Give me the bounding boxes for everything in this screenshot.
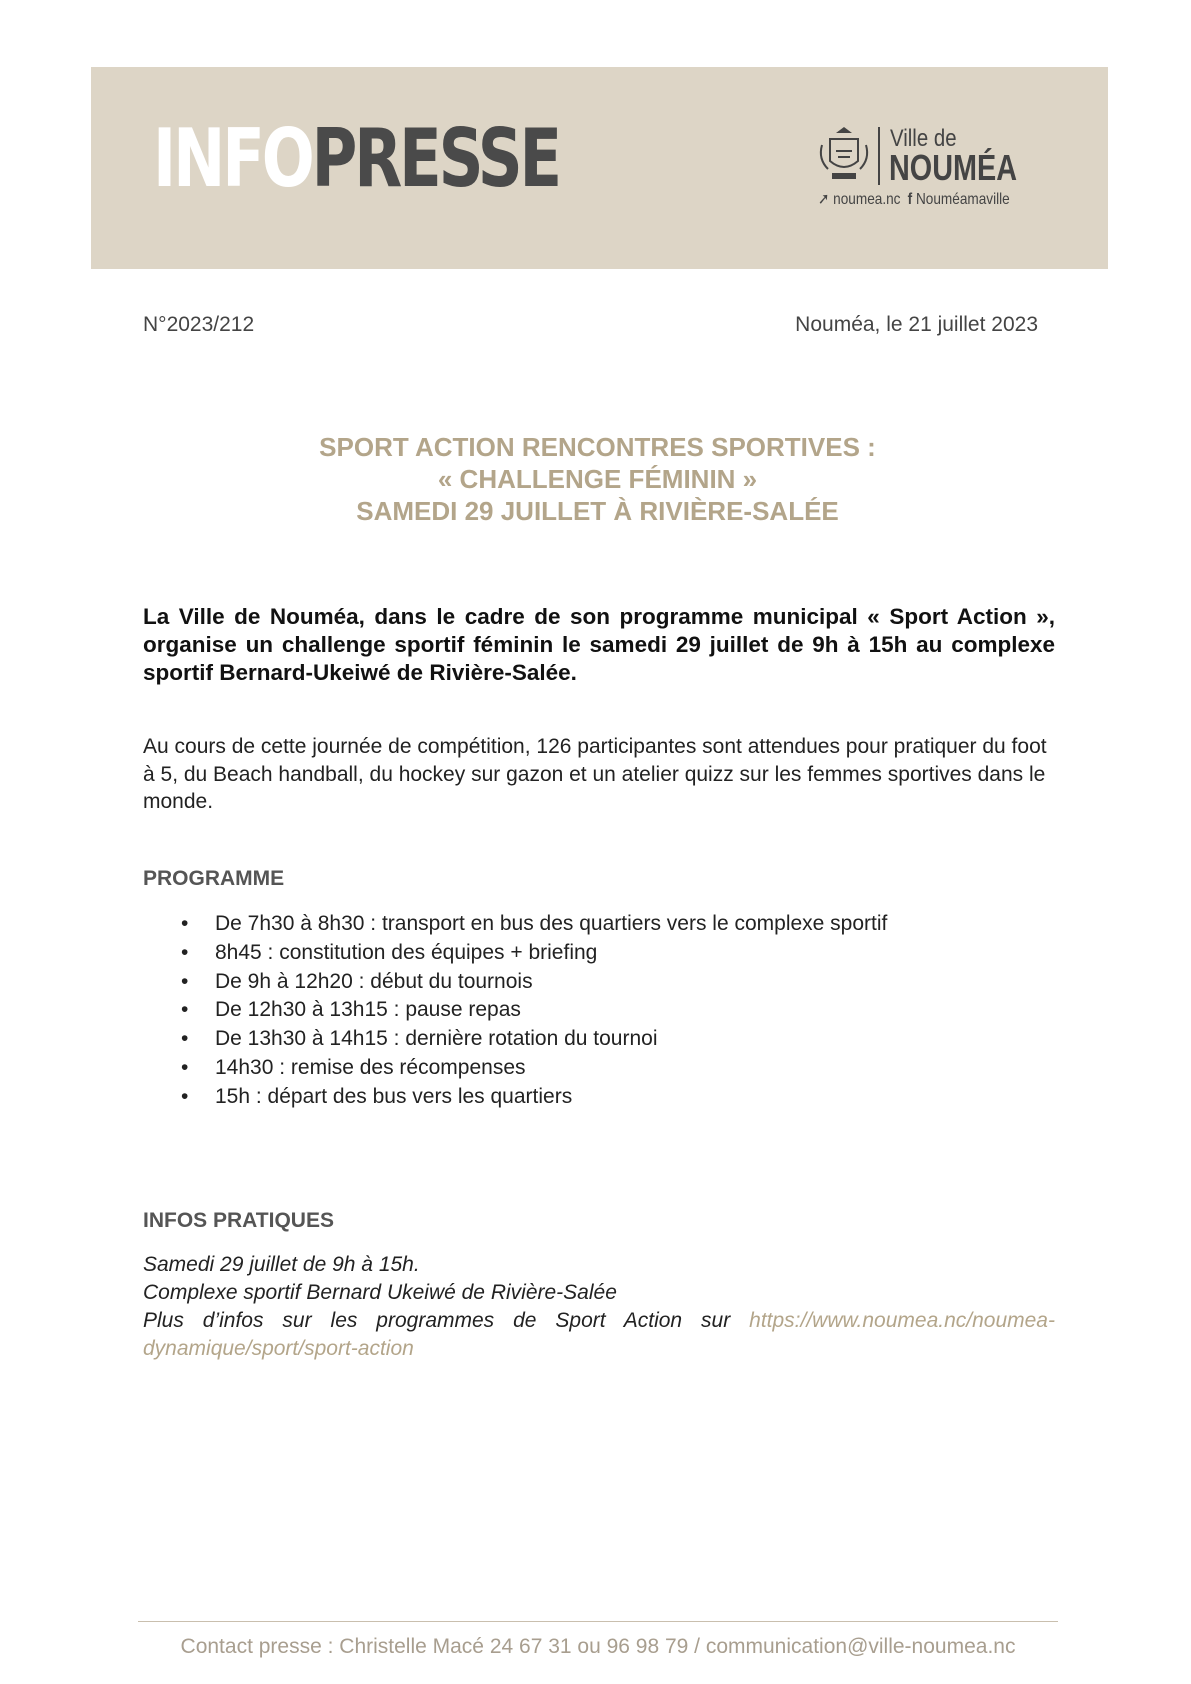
infos-pratiques-heading: INFOS PRATIQUES <box>143 1209 334 1232</box>
press-release-number: N°2023/212 <box>143 313 255 336</box>
body-paragraph: Au cours de cette journée de compétition, 126 participantes sont attendues pour pratiquer du foot à 5, du Beach handball, du hockey sur gazon et un atelier quizz sur les femmes sportives dans le monde. <box>143 735 1047 813</box>
list-item: • De 12h30 à 13h15 : pause repas <box>143 996 887 1025</box>
infos-pratiques <box>143 1251 1055 1363</box>
city-crest-icon <box>816 125 872 185</box>
logo-separator <box>878 127 880 185</box>
press-release-title <box>140 431 1055 527</box>
list-item: • 15h : départ des bus vers les quartiers <box>143 1083 887 1112</box>
bullet-icon: • <box>181 940 189 964</box>
infos-more-text: Plus d’infos sur les programmes de Sport Action sur <box>143 1309 731 1332</box>
bullet-icon: • <box>181 1055 189 1079</box>
infos-link-line-2 <box>143 1335 1055 1363</box>
facebook-text: Nouméamaville <box>915 191 1010 208</box>
title-line-3: SAMEDI 29 JUILLET À RIVIÈRE-SALÉE <box>356 496 839 526</box>
infos-date-line: Samedi 29 juillet de 9h à 15h. <box>143 1253 420 1276</box>
bullet-icon: • <box>181 969 189 993</box>
bullet-icon: • <box>181 998 189 1022</box>
logo-web-line <box>818 189 1010 209</box>
ville-de-noumea-logo <box>816 125 1046 208</box>
list-item: • De 7h30 à 8h30 : transport en bus des quartiers vers le complexe sportif <box>143 910 887 939</box>
lead-paragraph: La Ville de Nouméa, dans le cadre de son programme municipal « Sport Action », organise un challenge sportif féminin le samedi 29 juillet de 9h à 15h au complexe sportif Bernard-Ukeiwé de Rivière-Salée. <box>143 604 1055 685</box>
website-text: noumea.nc <box>833 191 901 208</box>
list-item: • De 13h30 à 14h15 : dernière rotation du tournoi <box>143 1025 887 1054</box>
sport-action-link-part-2[interactable]: dynamique/sport/sport-action <box>143 1337 414 1360</box>
programme-heading: PROGRAMME <box>143 867 285 890</box>
logo-ville-de: Ville de <box>890 125 957 152</box>
press-contact-footer: Contact presse : Christelle Macé 24 67 31 ou 96 98 79 / communication@ville-noumea.nc <box>180 1635 1016 1658</box>
header-banner <box>91 67 1108 269</box>
infos-location-line: Complexe sportif Bernard Ukeiwé de Rivière-Salée <box>143 1281 617 1304</box>
sport-action-link-part-1[interactable]: https://www.noumea.nc/noumea- <box>749 1309 1055 1332</box>
programme-list <box>143 910 887 1112</box>
title-line-1: SPORT ACTION RENCONTRES SPORTIVES : <box>319 432 876 462</box>
arrow-icon: ➚ <box>818 191 830 208</box>
bullet-icon: • <box>181 1084 189 1108</box>
bullet-icon: • <box>181 1027 189 1051</box>
facebook-icon: f <box>907 191 913 208</box>
title-info: INFO <box>153 112 312 205</box>
footer-divider <box>138 1621 1058 1622</box>
infos-more-line <box>143 1307 1055 1335</box>
list-item: • De 9h à 12h20 : début du tournois <box>143 968 887 997</box>
list-item: • 14h30 : remise des récompenses <box>143 1054 887 1083</box>
title-line-2: « CHALLENGE FÉMININ » <box>437 464 758 494</box>
press-release-date: Nouméa, le 21 juillet 2023 <box>795 313 1038 336</box>
list-item: • 8h45 : constitution des équipes + briefing <box>143 939 887 968</box>
info-presse-title <box>153 112 560 205</box>
bullet-icon: • <box>181 912 189 935</box>
title-presse: PRESSE <box>311 112 560 205</box>
logo-noumea: NOUMÉA <box>889 147 1017 188</box>
